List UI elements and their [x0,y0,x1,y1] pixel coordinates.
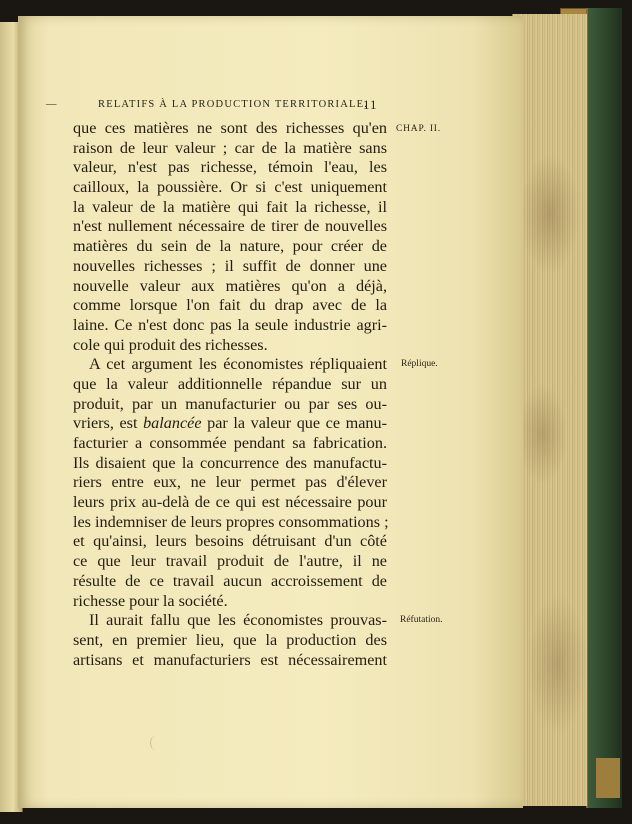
text-line: richesse pour la société. [73,591,228,610]
margin-note-replique: Réplique. [401,359,438,369]
text-line: artisans et manufacturiers est nécessairement [73,650,387,669]
text-line: A cet argument les économistes répliquaient [89,355,387,374]
text-segment: vriers, est [73,414,144,433]
text-line: nouvelles richesses ; il suffit de donner une [73,256,387,275]
text-line: comme lorsque l'on fait du drap avec de la [73,296,387,315]
text-line: raison de leur valeur ; car de la matière sans [73,138,387,157]
text-line: produit, par un manufacturier ou par ses ou- [73,394,387,413]
text-line: sent, en premier lieu, que la production des [73,630,387,649]
text-line: résulte de ce travail aucun accroissement de [73,571,387,590]
text-line: nouvelle valeur aux matières qu'on a déjà, [73,276,387,295]
italic-word: balancée [143,414,202,433]
paper-mark [150,736,161,750]
text-line: riers entre eux, ne leur permet pas d'élever [73,473,387,492]
text-line: valeur, n'est pas richesse, témoin l'eau, les [73,158,387,177]
text-line: les indemniser de leurs propres consommations ; [73,512,389,531]
cover-corner-bottom [596,758,620,798]
text-line: Ils disaient que la concurrence des manufactu- [73,453,387,472]
text-segment: par la valeur que ce manu- [201,414,387,433]
text-line: que ces matières ne sont des richesses qu'en [73,119,387,137]
text-line: cole qui produit des richesses. [73,335,268,354]
text-line: cailloux, la poussière. Or si c'est uniquement [73,178,387,197]
head-dash: — [46,99,57,110]
text-line: Il aurait fallu que les économistes prouvas- [89,611,387,630]
text-line: ce que leur travail produit de l'autre, il ne [73,552,387,571]
text-line: matières du sein de la nature, pour créer de [73,237,387,256]
margin-note-refutation: Réfutation. [400,615,443,625]
book-cover [586,8,622,808]
text-line: la valeur de la matière qui fait la richesse, il [73,197,387,216]
text-line: laine. Ce n'est donc pas la seule industrie agri- [73,315,387,334]
text-line: facturier a consommée pendant sa fabrication. [73,434,387,452]
page-number: 11 [363,97,378,112]
text-line: et qu'ainsi, leurs besoins détruisant d'un côté [73,532,387,551]
running-head: RELATIFS À LA PRODUCTION TERRITORIALE. [98,99,369,110]
text-line: leurs prix au-delà de ce qui est nécessaire pour [73,493,387,512]
text-line: que la valeur additionnelle répandue sur un [73,374,387,393]
body-text [73,119,387,670]
margin-note-chapter: CHAP. II. [396,124,441,134]
text-line [73,414,387,434]
text-line: n'est nullement nécessaire de tirer de nouvelles [73,217,387,236]
page-edges [512,14,587,806]
